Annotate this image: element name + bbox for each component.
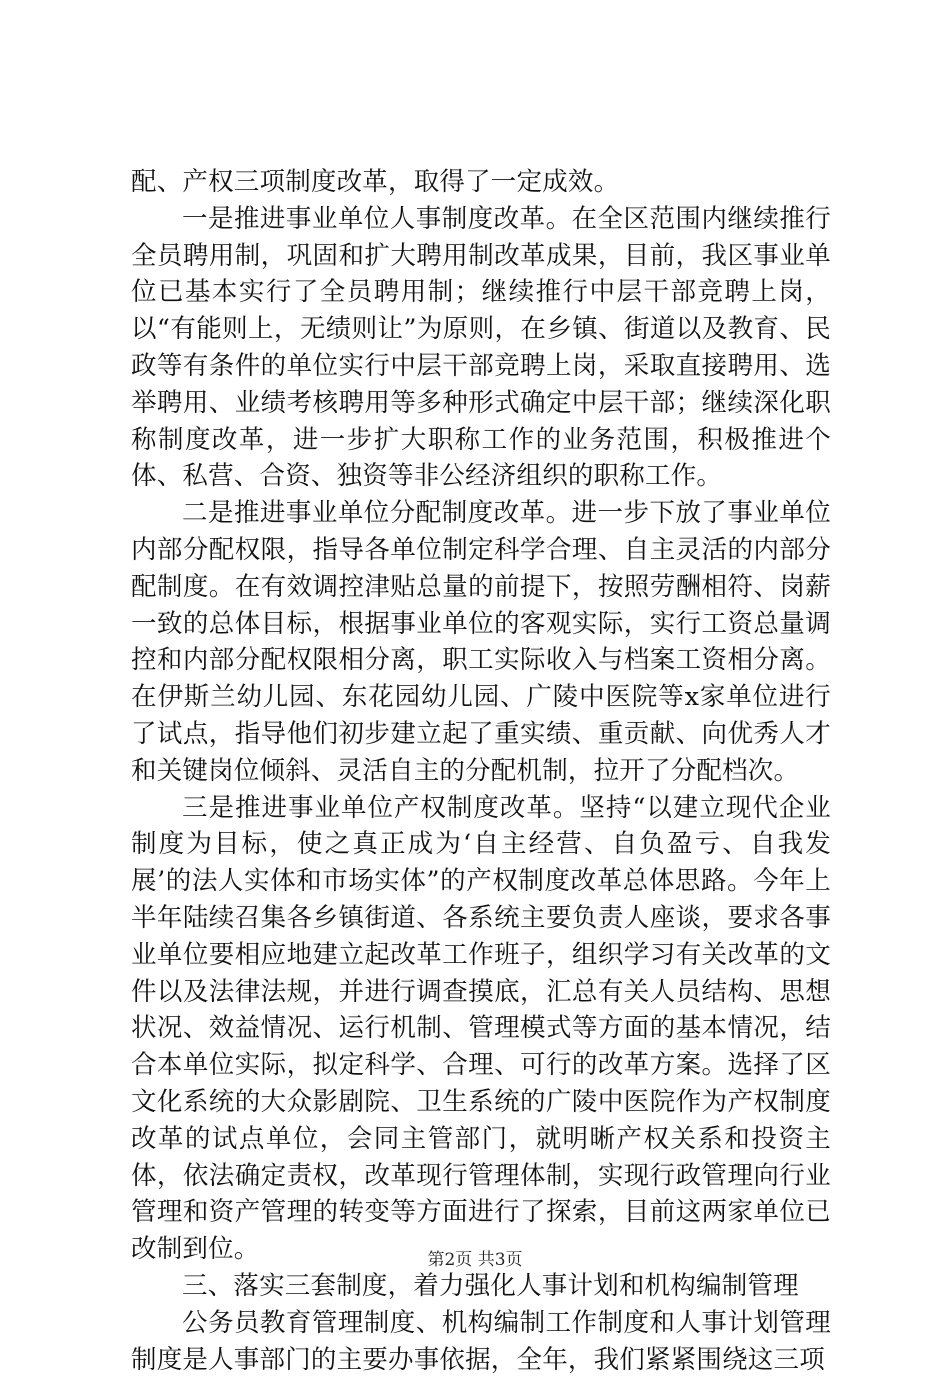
page-number-footer: 第2页 共3页 [427, 1250, 523, 1270]
section-heading: 三、落实三套制度，着力强化人事计划和机构编制管理 [182, 1270, 799, 1301]
paragraph-personnel-reform: 一是推进事业单位人事制度改革。在全区范围内继续推行全员聘用制，巩固和扩大聘用制改革成果，目前，我区事业单位已基本实行了全员聘用制；继续推行中层干部竞聘上岗，以“有能则上，无绩则让”为原则，在乡镇、街道以及教育、民政等有条件的单位实行中层干部竞聘上岗，采取直接聘用、选举聘用、业绩考核聘用等多种形式确定中层干部；继续深化职称制度改革，进一步扩大职称工作的业务范围，积极推进个体、私营、合资、独资等非公经济组织的职称工作。 [131, 203, 831, 492]
paragraph-three-systems: 公务员教育管理制度、机构编制工作制度和人事计划管理制度是人事部门的主要办事依据，全年，我们紧紧围绕这三项 [131, 1307, 831, 1375]
paragraph-property-reform: 三是推进事业单位产权制度改革。坚持“以建立现代企业制度为目标，使之真正成为‘自主经营、自负盈亏、自我发展’的法人实体和市场实体”的产权制度改革总体思路。今年上半年陆续召集各乡镇街道、各系统主要负责人座谈，要求各事业单位要相应地建立起改革工作班子，组织学习有关改革的文件以及法律法规，并进行调查摸底，汇总有关人员结构、思想状况、效益情况、运行机制、管理模式等方面的基本情况，结合本单位实际，拟定科学、合理、可行的改革方案。选择了区文化系统的大众影剧院、卫生系统的广陵中医院作为产权制度改革的试点单位，会同主管部门，就明晰产权关系和投资主体，依法确定责权，改革现行管理体制，实现行政管理向行业管理和资产管理的转变等方面进行了探索，目前这两家单位已改制到位。 [131, 792, 831, 1265]
paragraph-distribution-reform: 二是推进事业单位分配制度改革。进一步下放了事业单位内部分配权限，指导各单位制定科学合理、自主灵活的内部分配制度。在有效调控津贴总量的前提下，按照劳酬相符、岗薪一致的总体目标，根据事业单位的客观实际，实行工资总量调控和内部分配权限相分离，职工实际收入与档案工资相分离。在伊斯兰幼儿园、东花园幼儿园、广陵中医院等x家单位进行了试点，指导他们初步建立起了重实绩、重贡献、向优秀人才和关键岗位倾斜、灵活自主的分配机制，拉开了分配档次。 [131, 498, 831, 786]
document-body [131, 164, 831, 1378]
paragraph-continuation: 配、产权三项制度改革，取得了一定成效。 [131, 167, 620, 197]
